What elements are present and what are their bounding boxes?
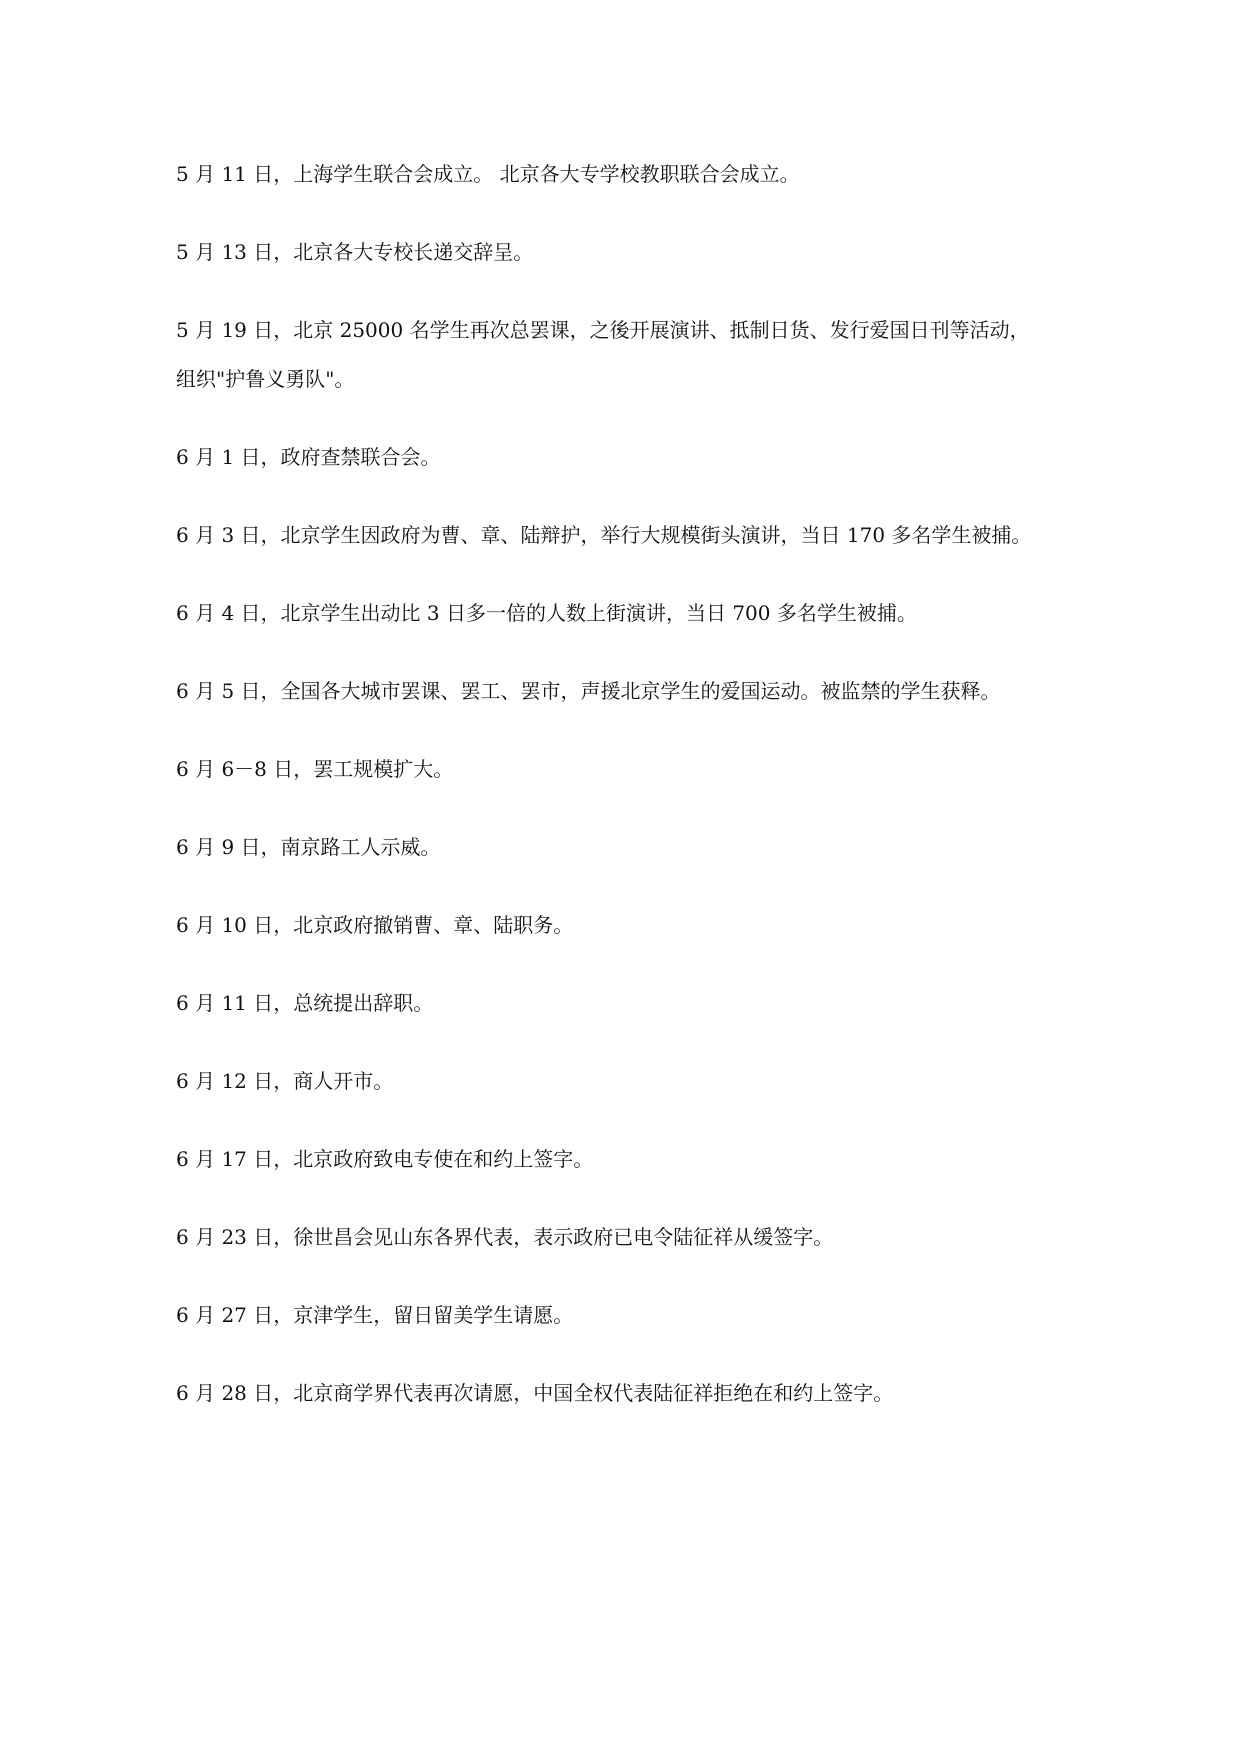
timeline-entry: 6 月 1 日，政府查禁联合会。 [176,445,441,469]
timeline-entry: 6 月 27 日，京津学生，留日留美学生请愿。 [176,1303,574,1327]
timeline-entry-line: 5 月 19 日，北京 25000 名学生再次总罢课，之後开展演讲、抵制日货、发行爱国日刊等活动， [176,318,1030,342]
timeline-entry [176,316,1096,394]
timeline-entry: 6 月 5 日，全国各大城市罢课、罢工、罢市，声援北京学生的爱国运动。被监禁的学生获释。 [176,679,1001,703]
timeline-entry: 6 月 23 日，徐世昌会见山东各界代表，表示政府已电令陆征祥从缓签字。 [176,1225,834,1249]
timeline-entry: 6 月 28 日，北京商学界代表再次请愿，中国全权代表陆征祥拒绝在和约上签字。 [176,1381,894,1405]
timeline-entry: 6 月 3 日，北京学生因政府为曹、章、陆辩护，举行大规模街头演讲，当日 170 多名学生被捕。 [176,523,1032,547]
timeline-entry: 6 月 9 日，南京路工人示威。 [176,835,441,859]
timeline-entry: 6 月 12 日，商人开市。 [176,1069,394,1093]
timeline-entry: 6 月 10 日，北京政府撤销曹、章、陆职务。 [176,913,574,937]
timeline-entry-line: 组织"护鲁义勇队"。 [176,367,355,391]
timeline-entries [176,160,1096,1408]
timeline-entry: 6 月 17 日，北京政府致电专使在和约上签字。 [176,1147,594,1171]
timeline-entry: 6 月 4 日，北京学生出动比 3 日多一倍的人数上街演讲，当日 700 多名学生被捕。 [176,601,917,625]
timeline-entry: 6 月 11 日，总统提出辞职。 [176,991,434,1015]
timeline-entry: 5 月 13 日，北京各大专校长递交辞呈。 [176,240,534,264]
timeline-entry: 6 月 6－8 日，罢工规模扩大。 [176,757,454,781]
timeline-entry: 5 月 11 日，上海学生联合会成立。 北京各大专学校教职联合会成立。 [176,162,800,186]
